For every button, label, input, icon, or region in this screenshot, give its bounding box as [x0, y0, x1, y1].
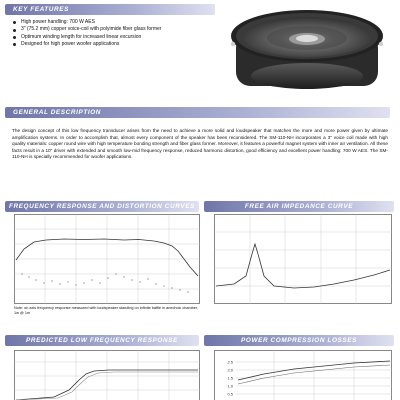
low-frequency-title: PREDICTED LOW FREQUENCY RESPONSE: [26, 337, 178, 344]
y-tick-label: 2.0: [227, 367, 233, 373]
frequency-response-note: Note: on axis frequency response measured with loudspeaker standing on infinite baffle in anechoic chamber, 1w @ 1m: [14, 306, 198, 315]
impedance-curve-header: [204, 201, 394, 212]
y-tick-label: 2.5: [227, 359, 233, 365]
impedance-chart: [214, 214, 392, 304]
y-tick-label: 0.5: [227, 391, 233, 397]
frequency-response-chart: [14, 214, 200, 304]
feature-item: Designed for high power woofer applications: [12, 41, 212, 48]
key-features-list: [12, 19, 212, 49]
general-description-header: [5, 107, 390, 118]
impedance-curve-title: FREE AIR IMPEDANCE CURVE: [244, 203, 354, 210]
low-frequency-header: [5, 335, 199, 346]
chart-frame: [215, 215, 392, 304]
power-compression-chart: [214, 350, 392, 400]
key-features-title: KEY FEATURES: [13, 6, 69, 13]
power-compression-title: POWER COMPRESSION LOSSES: [241, 337, 357, 344]
general-description-text: The design concept of this low frequency transducer arises from the need to achieve a more solid and loudspeaker that matches the more and more power given by ultimate amplification systems. In order to accomplish that, almost every component of the speaker has been reconsidered. The SM-110-NH incorporates a 3" voice coil made with high quality materials: copper round wire with high temperature bonding strength and fiber glass former. Moreover, it features a powerful magnet system with inner air ventilation. All these facts result in a 10" driver with extended and smooth low-mid frequency response, reduced harmonic distortion, good efficiency and excellent power handling: 700 W AES. The SM-110-NH is specially recommended for woofer applications.: [12, 128, 388, 160]
feature-item: 3" (75.2 mm) copper voice-coil with polyimide fiber glass former: [12, 26, 212, 33]
frequency-response-title: FREQUENCY RESPONSE AND DISTORTION CURVES: [8, 203, 196, 210]
power-compression-header: [204, 335, 394, 346]
general-description-title: GENERAL DESCRIPTION: [13, 109, 101, 116]
chart-frame: [215, 351, 392, 400]
feature-item: Optimum winding length for increased linear excursion: [12, 34, 212, 41]
y-tick-label: 1.0: [227, 383, 233, 389]
key-features-header: [5, 4, 215, 15]
loudspeaker-photo: [218, 4, 396, 92]
feature-item: High power handling: 700 W AES: [12, 19, 212, 26]
y-tick-label: 1.5: [227, 375, 233, 381]
low-frequency-chart: [14, 350, 200, 400]
frequency-response-header: [5, 201, 199, 212]
